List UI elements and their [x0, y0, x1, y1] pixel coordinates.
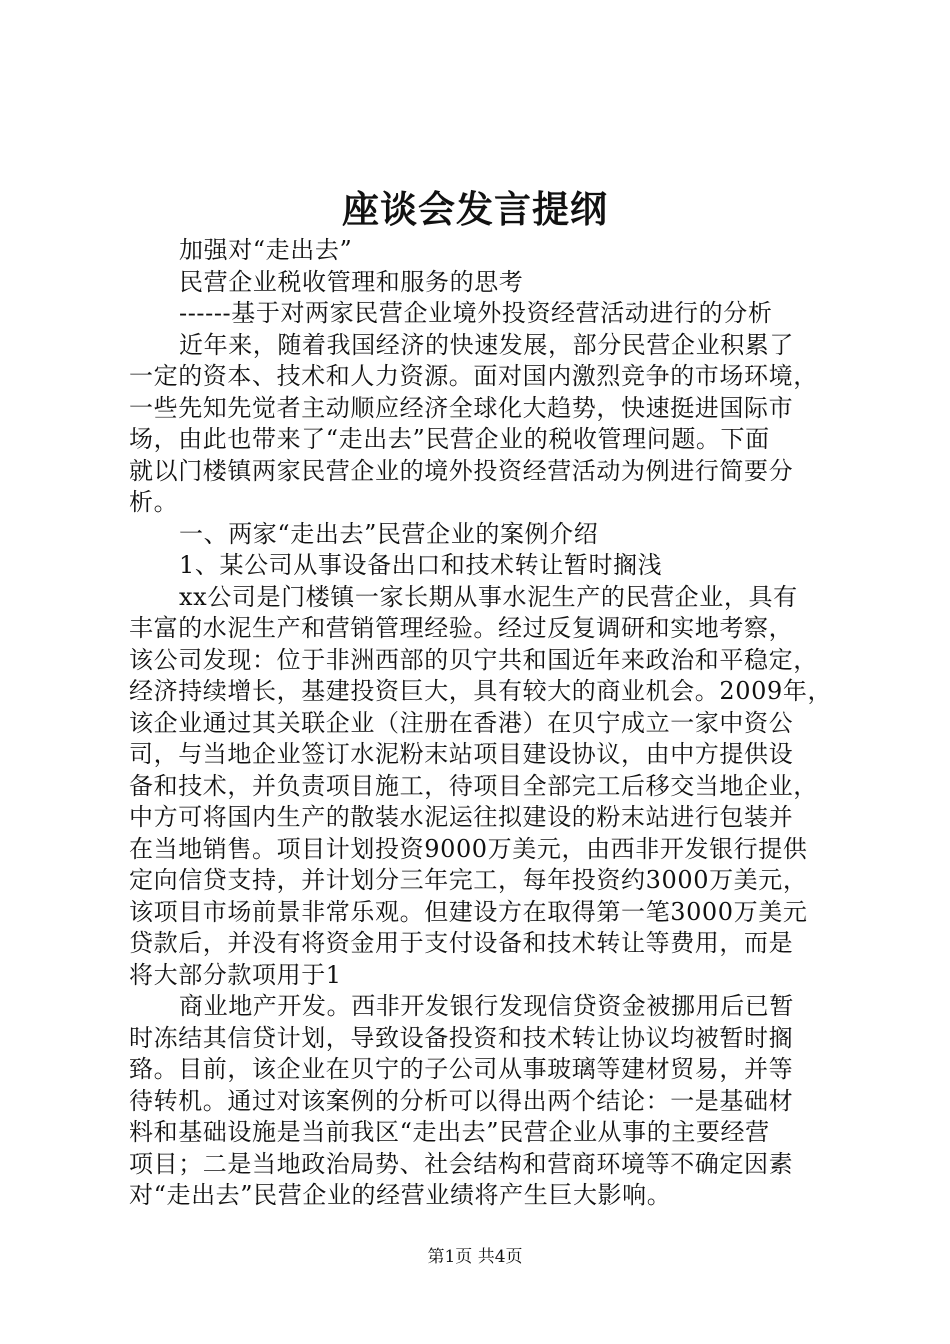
text-line: 丰富的水泥生产和营销管理经验。经过反复调研和实地考察， — [129, 614, 794, 642]
document-body — [129, 235, 831, 1212]
text-line: 1、某公司从事设备出口和技术转让暂时搁浅 — [179, 551, 663, 579]
text-line: 该项目市场前景非常乐观。但建设方在取得第一笔3000万美元 — [129, 897, 808, 926]
text-line: 加强对“走出去” — [179, 236, 353, 264]
text-line: xx公司是门楼镇一家长期从事水泥生产的民营企业，具有 — [179, 582, 798, 611]
text-line: 民营企业税收管理和服务的思考 — [179, 267, 524, 296]
text-line: 料和基础设施是当前我区“走出去”民营企业从事的主要经营 — [129, 1118, 770, 1146]
text-line: 项目；二是当地政治局势、社会结构和营商环境等不确定因素 — [129, 1149, 794, 1178]
text-line: 该公司发现：位于非洲西部的贝宁共和国近年来政治和平稳定， — [129, 645, 818, 674]
text-line: 贷款后，并没有将资金用于支付设备和技术转让等费用，而是 — [129, 929, 794, 957]
text-line: ------基于对两家民营企业境外投资经营活动进行的分析 — [179, 299, 773, 327]
text-line: 商业地产开发。西非开发银行发现信贷资金被挪用后已暂 — [179, 992, 794, 1020]
text-line: 在当地销售。项目计划投资9000万美元，由西非开发银行提供 — [129, 834, 808, 863]
document-title: 座谈会发言提纲 — [342, 187, 608, 231]
text-line: 近年来，随着我国经济的快速发展，部分民营企业积累了 — [179, 330, 794, 359]
page-footer: 第1页 共4页 — [427, 1247, 523, 1267]
text-line: 该企业通过其关联企业（注册在香港）在贝宁成立一家中资公 — [129, 708, 794, 737]
text-line: 备和技术，并负责项目施工，待项目全部完工后移交当地企业， — [129, 771, 818, 800]
text-line: 时冻结其信贷计划，导致设备投资和技术转让协议均被暂时搁 — [129, 1023, 794, 1052]
text-line: 司，与当地企业签订水泥粉末站项目建设协议，由中方提供设 — [129, 740, 794, 768]
text-line: 一定的资本、技术和人力资源。面对国内激烈竞争的市场环境， — [129, 362, 818, 390]
text-line: 场，由此也带来了“走出去”民营企业的税收管理问题。下面 — [129, 425, 770, 453]
text-line: 定向信贷支持，并计划分三年完工，每年投资约3000万美元， — [129, 866, 808, 894]
text-line: 将大部分款项用于1 — [129, 960, 342, 989]
text-line: 一、两家“走出去”民营企业的案例介绍 — [179, 519, 599, 548]
text-line: 经济持续增长，基建投资巨大，具有较大的商业机会。2009年， — [129, 677, 833, 705]
text-line: 对“走出去”民营企业的经营业绩将产生巨大影响。 — [129, 1181, 672, 1209]
text-line: 中方可将国内生产的散装水泥运往拟建设的粉末站进行包装并 — [129, 803, 794, 831]
text-line: 臵。目前，该企业在贝宁的子公司从事玻璃等建材贸易，并等 — [129, 1055, 794, 1083]
text-line: 析。 — [129, 488, 179, 516]
text-line: 一些先知先觉者主动顺应经济全球化大趋势，快速挺进国际市 — [129, 393, 794, 422]
text-line: 待转机。通过对该案例的分析可以得出两个结论：一是基础材 — [129, 1086, 794, 1115]
text-line: 就以门楼镇两家民营企业的境外投资经营活动为例进行简要分 — [129, 456, 794, 485]
